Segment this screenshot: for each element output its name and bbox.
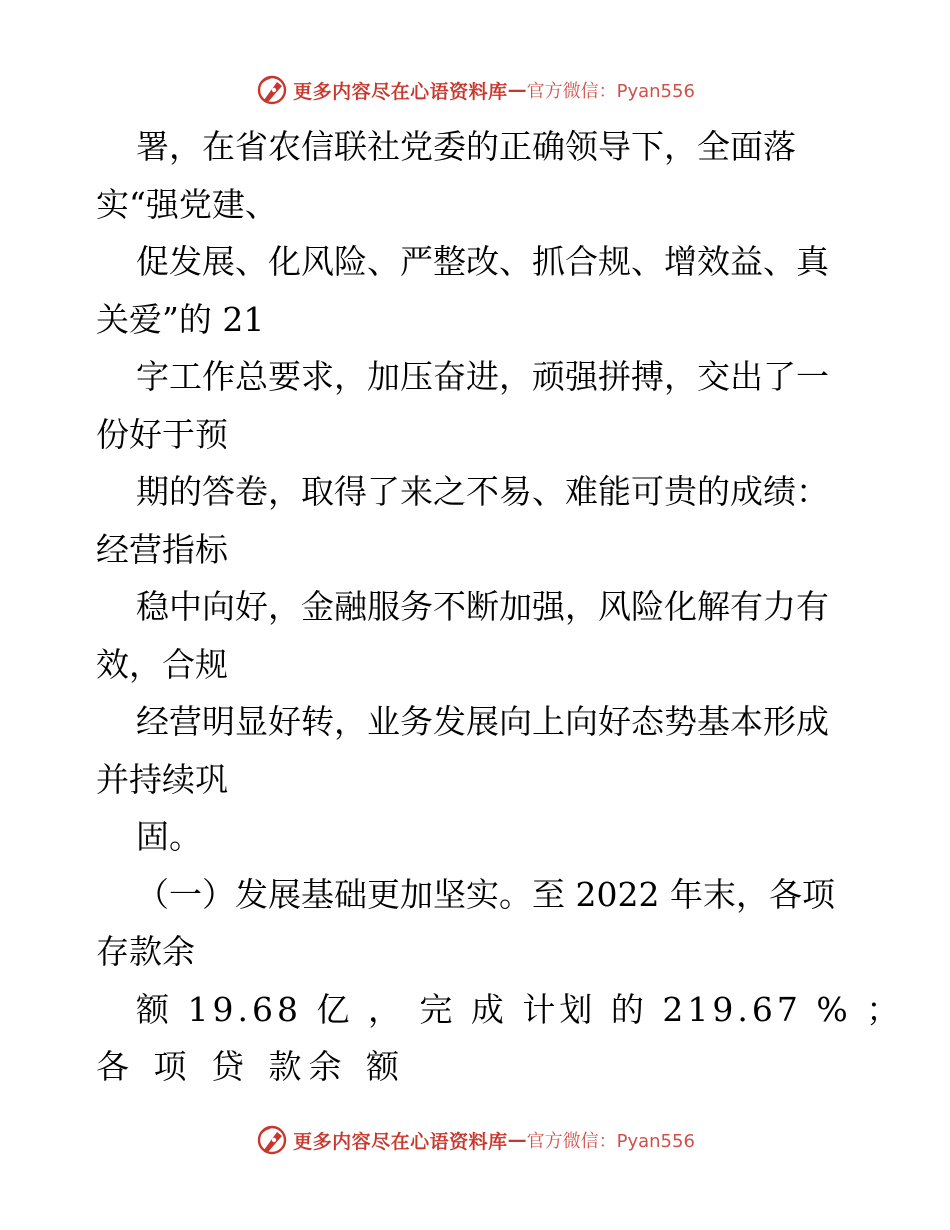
body-line: 实“强党建、 (96, 184, 278, 224)
watermark-separator: — (507, 1129, 527, 1151)
body-line: 稳中向好，金融服务不断加强，风险化解有力有 (136, 587, 829, 626)
body-line: 效，合规 (96, 644, 228, 684)
body-line: 经营明显好转，业务发展向上向好态势基本形成 (136, 702, 829, 741)
watermark-main-text: 更多内容尽在心语资料库 (293, 1130, 508, 1153)
body-text (96, 118, 904, 1096)
body-line: 并持续巩 (96, 759, 228, 799)
watermark-separator: — (507, 79, 527, 101)
pen-nib-circle-icon (255, 73, 289, 107)
body-line: 份好于预 (96, 414, 228, 454)
body-line: 促发展、化风险、严整改、抓合规、增效益、真 (136, 242, 829, 281)
body-line: （一）发展基础更加坚实。至 2022 年末，各项 (136, 874, 835, 914)
body-line: 字工作总要求，加压奋进，顽强拼搏，交出了一 (136, 357, 829, 396)
body-line: 额 19.68 亿 ， 完 成 计划 的 219.67 % ； (136, 989, 904, 1029)
watermark-main-text: 更多内容尽在心语资料库 (293, 80, 508, 103)
header-watermark (0, 70, 950, 110)
pen-nib-circle-icon (255, 1123, 289, 1157)
watermark-wechat-text: 官方微信：Pyan556 (526, 1131, 695, 1152)
body-line: 经营指标 (96, 529, 228, 569)
body-line: 固。 (136, 817, 202, 856)
body-line: 各 项 贷 款余 额 (96, 1047, 406, 1086)
watermark-wechat-text: 官方微信：Pyan556 (526, 81, 695, 102)
footer-watermark (0, 1120, 950, 1160)
body-line: 期的答卷，取得了来之不易、难能可贵的成绩： (136, 472, 829, 511)
body-line: 存款余 (96, 932, 195, 971)
body-line: 关爱”的 21 (96, 299, 265, 339)
body-line: 署，在省农信联社党委的正确领导下，全面落 (136, 127, 796, 166)
